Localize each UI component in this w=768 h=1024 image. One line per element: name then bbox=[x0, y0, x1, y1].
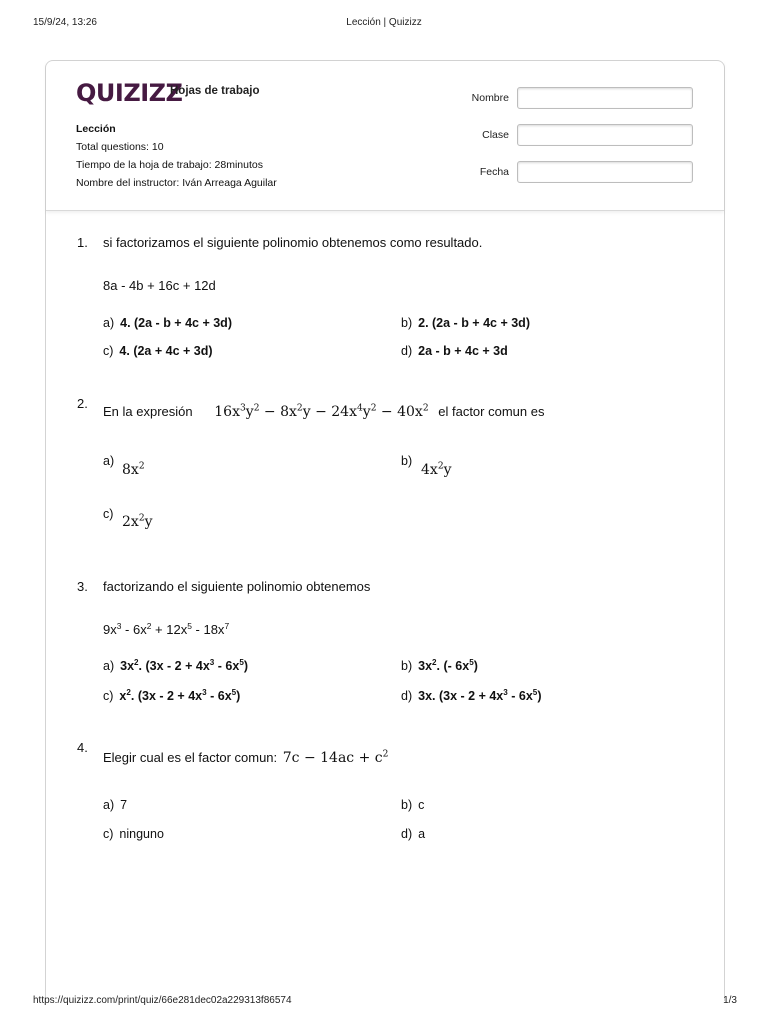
question-3-expression: $9x^3 - 6x^2 + 12x^5 - 18x^7$ bbox=[103, 620, 230, 637]
worksheet-header bbox=[46, 61, 724, 211]
question-1-option-a: a) 4. (2a - b + 4c + 3d) bbox=[103, 316, 232, 330]
print-url: https://quizizz.com/print/quiz/66e281dec02a229313f86574 bbox=[33, 995, 292, 1006]
question-2-option-a-value: $8x^2$ bbox=[122, 461, 145, 478]
quizizz-logo bbox=[76, 79, 182, 107]
class-label: Clase bbox=[482, 129, 509, 141]
question-text: si factorizamos el siguiente polinomio obtenemos como resultado. bbox=[103, 235, 483, 250]
question-3-option-b: b) $3x^2$. (- $6x^5$) bbox=[401, 658, 478, 673]
question-4-option-c: c) ninguno bbox=[103, 827, 164, 841]
date-label: Fecha bbox=[479, 166, 509, 178]
name-field[interactable] bbox=[517, 87, 693, 109]
question-4-option-d: d) a bbox=[401, 827, 426, 841]
total-questions: Total questions: 10 bbox=[76, 141, 164, 153]
question-1-option-b: b) 2. (2a - b + 4c + 3d) bbox=[401, 316, 530, 330]
name-label: Nombre bbox=[471, 92, 509, 104]
question-3-option-c: c) $x^2$. $(3x - 2 + 4x^3 - 6x^5)$ bbox=[103, 688, 241, 703]
print-title: Lección | Quizizz bbox=[346, 17, 422, 28]
question-2-option-b: b) bbox=[401, 454, 413, 468]
question-4-expression: $7c - 14ac + c^2$ bbox=[282, 749, 389, 766]
question-number: 1. bbox=[77, 235, 88, 250]
class-field[interactable] bbox=[517, 124, 693, 146]
worksheet: QUIZIZZ Hojas de trabajo Lección Total questions: 10 Tiempo de la hoja de trabajo: 28minutos Nombre del instructor: Iván Arreaga Aguilar Nombre Clase Fecha 1. si factorizamos el siguiente polinomio obtenemos como resultado. 8a - 4b + 16c + 12d a) 4. (2a - b + 4c + 3d) b) 2. (2a - b + 4c + 3d) c) 4. (2a + 4c + 3d) d) 2a - b + 4c + 3d 2. En la expresión $16x^3y^2 - 8x^2y - 24x^4y^2 - 40x^2$ el factor comun es a) $8x^2$ b) $4x^2y$ c) $2x^2y$ 3. factorizando el siguiente polinomio obtenemos $9x^3 - 6x^2 + 12x^5 - 18x^7$ a) $3x^2$. $(3x - 2 + 4x^3 - 6x^5)$ b) $3x^2$. (- $6x^5$) c) $x^2$. $(3x - 2 + 4x^3 - 6x^5)$ d) 3x. $(3x - 2 + 4x^3 - 6x^5)$ 4. Elegir cual es el factor comun: $7c - 14ac + c^2$ a) 7 b) c c) ninguno d) a bbox=[45, 60, 725, 1001]
logo-text: QUIZIZZ bbox=[76, 79, 183, 107]
question-1-expression: 8a - 4b + 16c + 12d bbox=[103, 278, 216, 293]
question-2-option-c-value: $2x^2y$ bbox=[122, 513, 153, 530]
question-2-option-a: a) bbox=[103, 454, 115, 468]
question-1-option-c: c) 4. (2a + 4c + 3d) bbox=[103, 344, 213, 358]
question-2-expression: $16x^3y^2 - 8x^2y - 24x^4y^2 - 40x^2$ bbox=[214, 403, 429, 420]
question-4-option-a: a) 7 bbox=[103, 798, 128, 812]
worksheet-subtitle: Hojas de trabajo bbox=[170, 85, 260, 97]
date-field[interactable] bbox=[517, 161, 693, 183]
question-4-text: Elegir cual es el factor comun: $7c - 14ac + c^2$ bbox=[103, 749, 389, 766]
question-1-option-d: d) 2a - b + 4c + 3d bbox=[401, 344, 508, 358]
instructor-name: Nombre del instructor: Iván Arreaga Aguilar bbox=[76, 177, 277, 189]
print-date: 15/9/24, 13:26 bbox=[33, 17, 97, 28]
question-2-option-c: c) bbox=[103, 507, 114, 521]
question-3-option-d: d) 3x. $(3x - 2 + 4x^3 - 6x^5)$ bbox=[401, 688, 542, 703]
question-4-option-b: b) c bbox=[401, 798, 425, 812]
print-header bbox=[0, 17, 768, 31]
worksheet-time: Tiempo de la hoja de trabajo: 28minutos bbox=[76, 159, 263, 171]
worksheet-meta bbox=[76, 120, 277, 192]
question-3-option-a: a) $3x^2$. $(3x - 2 + 4x^3 - 6x^5)$ bbox=[103, 658, 248, 673]
print-page-number: 1/3 bbox=[723, 995, 737, 1006]
question-2-option-b-value: $4x^2y$ bbox=[421, 461, 452, 478]
lesson-title: Lección bbox=[76, 123, 116, 135]
question-2-text: En la expresión $16x^3y^2 - 8x^2y - 24x^4y^2 - 40x^2$ el factor comun es bbox=[103, 403, 545, 420]
